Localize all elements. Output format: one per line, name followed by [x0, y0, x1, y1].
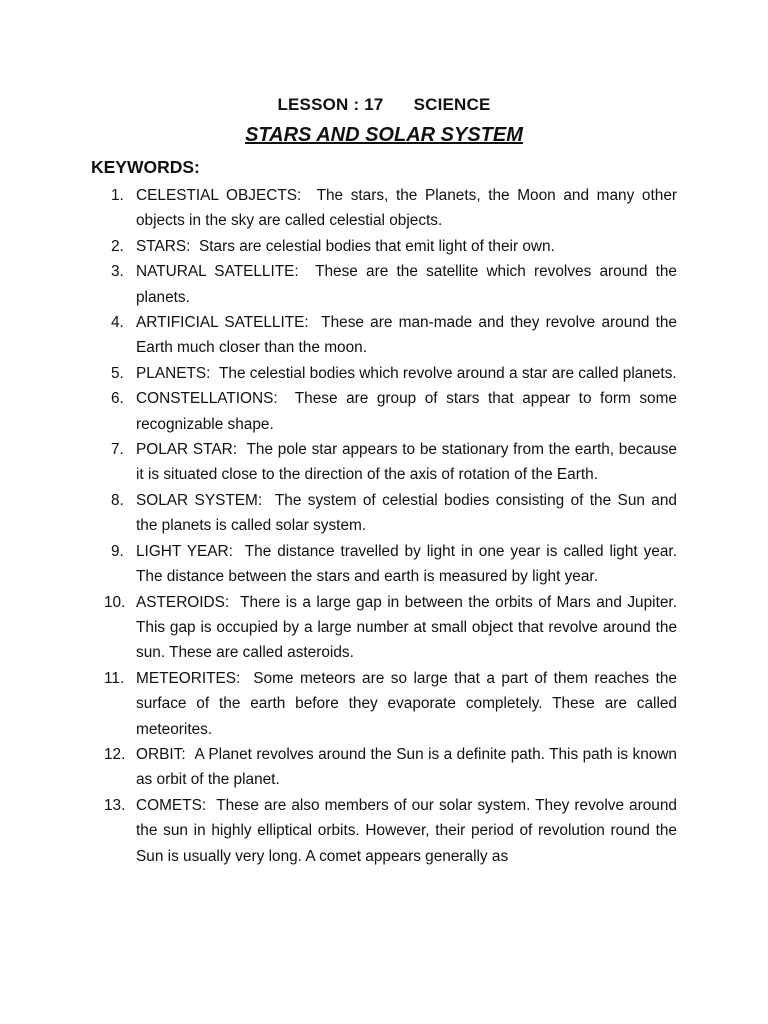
- item-number: 1.: [111, 187, 124, 204]
- keyword-item: [0, 666, 677, 742]
- item-number: 2.: [111, 237, 124, 255]
- keyword-item: [0, 437, 677, 488]
- item-number: 11.: [104, 669, 125, 687]
- item-term: COMETS:: [136, 796, 207, 814]
- item-term: STARS:: [136, 237, 191, 255]
- keyword-item: [0, 259, 677, 310]
- item-definition: Some meteors are so large that a part of them reaches the surface of the earth before they evaporate completely. These are called meteorites.: [136, 669, 677, 738]
- item-number: 4.: [111, 314, 124, 332]
- item-term: POLAR STAR:: [136, 441, 238, 459]
- keyword-item: [0, 361, 677, 386]
- item-number: 13.: [104, 796, 126, 814]
- keyword-item: [0, 310, 677, 361]
- item-number: 12.: [104, 745, 126, 763]
- item-term: CONSTELLATIONS:: [136, 390, 278, 408]
- item-definition: The system of celestial bodies consisting of the Sun and the planets is called solar system.: [136, 491, 677, 535]
- item-term: ARTIFICIAL SATELLITE:: [136, 314, 309, 332]
- item-number: 5.: [111, 364, 124, 382]
- item-definition: The distance travelled by light in one year is called light year. The distance between the stars and earth is measured by light year.: [136, 542, 677, 586]
- item-definition: These are man-made and they revolve around the Earth much closer than the moon.: [136, 314, 677, 357]
- lesson-subject: SCIENCE: [413, 95, 491, 114]
- lesson-number: LESSON : 17: [277, 95, 384, 114]
- item-definition: These are the satellite which revolves around the planets.: [136, 263, 677, 306]
- item-term: SOLAR SYSTEM:: [136, 491, 263, 509]
- keyword-item: [0, 488, 677, 539]
- item-term: ASTEROIDS:: [136, 593, 230, 611]
- keyword-list: [0, 183, 768, 869]
- item-term: METEORITES:: [136, 669, 241, 687]
- item-term: LIGHT YEAR:: [136, 542, 233, 560]
- item-definition: A Planet revolves around the Sun is a definite path. This path is known as orbit of the planet.: [136, 745, 677, 789]
- item-definition: The celestial bodies which revolve around a star are called planets.: [218, 364, 677, 382]
- keyword-item: [0, 386, 677, 437]
- item-term: ORBIT:: [136, 745, 186, 763]
- item-definition: The pole star appears to be stationary from the earth, because it is situated close to the direction of the axis of rotation of the Earth.: [136, 441, 677, 484]
- item-definition: There is a large gap in between the orbits of Mars and Jupiter. This gap is occupied by a large number at small object that revolve around the sun. These are called asteroids.: [136, 593, 677, 662]
- keyword-item: [0, 793, 677, 869]
- keyword-item: [0, 183, 677, 234]
- keywords-heading: KEYWORDS:: [91, 157, 200, 177]
- item-number: 3.: [111, 263, 124, 281]
- item-number: 7.: [111, 441, 124, 459]
- item-definition: The stars, the Planets, the Moon and many other objects in the sky are called celestial objects.: [136, 187, 678, 230]
- keyword-item: [0, 234, 677, 259]
- item-definition: These are also members of our solar system. They revolve around the sun in highly elliptical orbits. However, their period of revolution round the Sun is usually very long. A comet appears generally as: [136, 796, 677, 865]
- keyword-item: [0, 539, 677, 590]
- item-number: 9.: [111, 542, 124, 560]
- item-term: NATURAL SATELLITE:: [136, 263, 299, 281]
- lesson-heading: [0, 95, 768, 115]
- item-number: 6.: [111, 390, 124, 408]
- keyword-item: [0, 590, 677, 666]
- item-number: 10.: [104, 593, 126, 611]
- page-title: STARS AND SOLAR SYSTEM: [245, 124, 523, 146]
- keyword-item: [0, 742, 677, 793]
- item-term: CELESTIAL OBJECTS:: [136, 187, 302, 204]
- item-number: 8.: [111, 491, 124, 509]
- item-definition: These are group of stars that appear to form some recognizable shape.: [136, 390, 677, 433]
- item-definition: Stars are celestial bodies that emit light of their own.: [199, 237, 555, 255]
- item-term: PLANETS:: [136, 364, 211, 382]
